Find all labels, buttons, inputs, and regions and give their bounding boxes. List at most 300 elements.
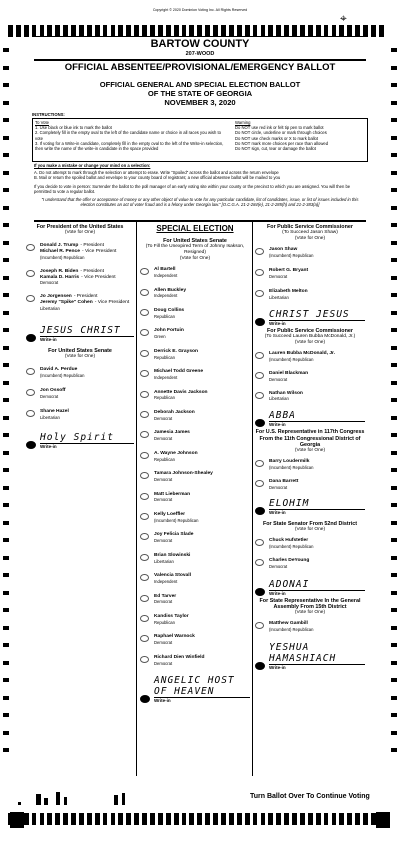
selection-oval[interactable]: [255, 372, 264, 379]
write-in-field[interactable]: [269, 309, 365, 326]
candidate-option[interactable]: [140, 328, 250, 339]
timing-mark: [3, 276, 9, 280]
vote-for-one: (Vote for One): [294, 448, 326, 454]
timing-mark: [391, 293, 397, 297]
timing-mark: [134, 813, 139, 825]
timing-mark: [3, 713, 9, 717]
candidate-name: A. Wayne Johnson: [154, 450, 198, 456]
timing-mark: [391, 48, 397, 52]
candidate-party: Independent: [154, 375, 178, 381]
candidate-details: [40, 388, 66, 399]
write-in-option[interactable]: [140, 675, 250, 703]
selection-oval[interactable]: [140, 452, 149, 459]
timing-mark: [3, 748, 9, 752]
candidate-option[interactable]: [140, 451, 250, 462]
selection-oval[interactable]: [140, 370, 149, 377]
timing-mark: [63, 813, 68, 825]
selection-oval[interactable]: [140, 472, 149, 479]
selection-oval[interactable]: [26, 441, 36, 449]
write-in-label: Write-in: [269, 509, 365, 515]
timing-mark: [3, 678, 9, 682]
candidate-details: [154, 308, 184, 319]
candidate-details: [154, 492, 190, 503]
timing-mark: [391, 661, 397, 665]
candidate-option[interactable]: [255, 247, 365, 258]
candidate-option[interactable]: [26, 409, 134, 420]
selection-oval[interactable]: [140, 574, 149, 581]
timing-mark: [391, 433, 397, 437]
selection-oval[interactable]: [255, 588, 265, 596]
selection-oval[interactable]: [255, 480, 264, 487]
election-title-2: OF THE STATE OF GEORGIA: [147, 89, 253, 98]
timing-mark: [3, 608, 9, 612]
candidate-option[interactable]: [140, 634, 250, 645]
selection-oval[interactable]: [140, 431, 149, 438]
selection-oval[interactable]: [255, 507, 265, 515]
candidate-details: [154, 553, 190, 564]
timing-mark: [126, 813, 131, 825]
timing-mark: [391, 398, 397, 402]
timing-mark: [391, 748, 397, 752]
candidate-option[interactable]: [26, 269, 134, 286]
candidate-details: [154, 369, 203, 380]
mistake-instruction-b: B. Mail or return the spoiled ballot and envelope to your county board of registrars; a new official absentee ballot will be mailed to you: [34, 175, 281, 181]
candidate-party: Independent: [154, 273, 178, 279]
candidate-party: (Incumbent) Republican: [154, 517, 199, 523]
candidate-name: Chuck Hufstetler: [269, 538, 309, 544]
selection-oval[interactable]: [140, 329, 149, 336]
selection-oval[interactable]: [255, 460, 264, 467]
vote-for-one: (Vote for One): [294, 339, 326, 345]
timing-mark: [391, 328, 397, 332]
timing-mark: [391, 538, 397, 542]
selection-oval[interactable]: [255, 419, 265, 427]
timing-mark: [3, 398, 9, 402]
candidate-option[interactable]: [140, 390, 250, 401]
candidate-party: Green: [154, 334, 166, 340]
selection-oval[interactable]: [255, 622, 264, 629]
warning-item: Do NOT use check marks or X to mark ballot: [235, 135, 319, 141]
legal-notice: "I understand that the offer or acceptance of money or any other object of value to vote for any particular candidate, list of candidates, issue, or list of issues included in this election constitutes an act of voter fraud and is a felony under Georgia law." [O.C.G.A. 21-2-284(e), 21-2-285(h) and 21-2-383(a)]: [41, 197, 359, 208]
timing-mark: [284, 813, 289, 825]
candidate-option[interactable]: [140, 532, 250, 543]
selection-oval[interactable]: [140, 513, 149, 520]
timing-mark: [391, 608, 397, 612]
candidate-option[interactable]: [140, 410, 250, 421]
candidate-party: Libertarian: [40, 414, 60, 420]
candidate-option[interactable]: [255, 479, 365, 490]
candidate-details: [154, 512, 198, 523]
candidate-name: Lauren Bubba McDonald, Jr.: [269, 350, 336, 356]
selection-oval[interactable]: [255, 392, 264, 399]
vote-for-one: (Vote for One): [294, 236, 326, 242]
handwritten-write-in: ELOHIM: [269, 497, 310, 509]
timing-mark: [391, 573, 397, 577]
turn-ballot-over-text: Turn Ballot Over To Continue Voting: [250, 793, 370, 800]
candidate-name: Daniel Blackman: [269, 370, 309, 376]
candidate-name: Annette Davis Jackson: [154, 389, 208, 395]
candidate-option[interactable]: [255, 459, 365, 470]
timing-mark: [391, 101, 397, 105]
timing-mark: [391, 83, 397, 87]
selection-oval[interactable]: [255, 559, 264, 566]
timing-mark: [3, 556, 9, 560]
county-name: BARTOW COUNTY: [150, 38, 250, 50]
selection-oval[interactable]: [140, 656, 149, 663]
timing-mark: [221, 813, 226, 825]
candidate-option[interactable]: [255, 558, 365, 569]
candidate-option[interactable]: [255, 289, 365, 300]
warning-item: Do NOT use red ink or felt tip pen to mark ballot: [235, 125, 324, 131]
vote-for-one: (Vote for One): [64, 354, 96, 360]
write-in-label: Write-in: [154, 697, 250, 703]
write-in-field[interactable]: [154, 675, 250, 703]
candidate-option[interactable]: [255, 621, 365, 632]
write-in-field[interactable]: [269, 579, 365, 596]
selection-oval[interactable]: [140, 411, 149, 418]
ticket-details: [40, 269, 116, 286]
timing-mark: [3, 223, 9, 227]
timing-mark: [391, 503, 397, 507]
timing-mark: [391, 363, 397, 367]
timing-mark: [391, 696, 397, 700]
candidate-details: [154, 655, 205, 666]
selection-oval[interactable]: [26, 410, 35, 417]
instructions-heading: INSTRUCTIONS:: [32, 112, 65, 117]
timing-mark: [371, 25, 376, 37]
write-in-field[interactable]: [269, 410, 365, 427]
candidate-option[interactable]: [140, 288, 250, 299]
mistake-instruction-a: A. Do not attempt to mark through the selection or attempt to erase. Write "Spoiled" across the ballot and across the return envelope: [34, 170, 279, 176]
timing-mark: [3, 538, 9, 542]
selection-oval[interactable]: [140, 554, 149, 561]
timing-mark: [332, 813, 337, 825]
race-subtitle: (To Succeed Jason Shaw): [282, 230, 338, 236]
candidate-name: Richard Dien Winfield: [154, 654, 205, 660]
timing-mark: [3, 66, 9, 70]
write-in-field[interactable]: [40, 325, 134, 342]
ticket-details: [40, 294, 129, 311]
copyright-notice: Copyright © 2020 Dominion Voting Inc. All Rights Reserved: [152, 8, 248, 12]
timing-mark: [391, 241, 397, 245]
bottom-timing-marks: [8, 813, 392, 825]
candidate-name: Brian Slowinski: [154, 552, 191, 558]
selection-oval[interactable]: [26, 295, 35, 302]
candidate-party: (Incumbent) Republican: [269, 465, 314, 471]
candidate-name: Nathan Wilson: [269, 390, 303, 396]
candidate-party: Democrat: [269, 563, 288, 569]
timing-mark: [3, 293, 9, 297]
timing-mark: [391, 206, 397, 210]
candidate-name: Tamara Johnson-Shealey: [154, 471, 213, 477]
write-in-option[interactable]: [26, 432, 134, 449]
timing-mark: [391, 66, 397, 70]
candidate-party: Democrat: [269, 376, 288, 382]
candidate-details: [154, 451, 198, 462]
timing-mark: [391, 486, 397, 490]
timing-mark: [3, 573, 9, 577]
timing-mark: [308, 813, 313, 825]
timing-mark: [379, 25, 384, 37]
selection-oval[interactable]: [255, 290, 264, 297]
selection-oval[interactable]: [26, 334, 36, 342]
race-title: For President of the United States: [36, 224, 124, 230]
candidate-details: [269, 289, 308, 300]
timing-mark: [391, 591, 397, 595]
candidate-details: [154, 390, 208, 401]
timing-mark: [3, 258, 9, 262]
candidate-details: [154, 430, 190, 441]
candidate-party: Democrat: [40, 280, 59, 286]
vote-for-one: (Vote for One): [294, 610, 326, 616]
timing-mark: [391, 346, 397, 350]
write-in-label: Write-in: [269, 590, 365, 596]
timing-mark: [245, 813, 250, 825]
candidate-details: [269, 268, 308, 279]
candidate-option[interactable]: [140, 492, 250, 503]
timing-mark: [150, 813, 155, 825]
selection-oval[interactable]: [140, 533, 149, 540]
timing-mark: [391, 556, 397, 560]
candidate-details: [269, 371, 308, 382]
timing-mark: [182, 813, 187, 825]
registration-mark-icon: ⌖: [340, 11, 347, 25]
handwritten-write-in: Holy Spirit: [40, 431, 114, 443]
candidate-name: Robert G. Bryant: [269, 268, 309, 274]
handwritten-write-in: CHRIST JESUS: [269, 308, 350, 320]
candidate-party: (Incumbent) Republican: [269, 253, 314, 259]
candidate-option[interactable]: [26, 367, 134, 378]
candidate-option[interactable]: [140, 267, 250, 278]
selection-oval[interactable]: [140, 595, 149, 602]
timing-mark: [3, 328, 9, 332]
timing-mark: [3, 381, 9, 385]
selection-oval[interactable]: [255, 248, 264, 255]
candidate-name: Matthew Gambill: [269, 621, 308, 627]
candidate-details: [269, 391, 303, 402]
selection-oval[interactable]: [140, 309, 149, 316]
selection-oval[interactable]: [255, 269, 264, 276]
candidate-party: (Incumbent) Republican: [40, 254, 85, 260]
candidate-option[interactable]: [140, 655, 250, 666]
candidate-details: [154, 410, 195, 421]
candidate-option[interactable]: [140, 369, 250, 380]
selection-oval[interactable]: [140, 615, 149, 622]
ticket-role: - President: [73, 294, 98, 300]
candidate-option[interactable]: [140, 512, 250, 523]
candidate-details: [269, 621, 313, 632]
timing-mark: [111, 813, 116, 825]
candidate-details: [154, 288, 186, 299]
timing-mark: [8, 25, 13, 37]
candidate-name: Kandiss Taylor: [154, 613, 189, 619]
candidate-name: Jason Shaw: [269, 247, 298, 253]
selection-oval[interactable]: [255, 352, 264, 359]
president-name: Joseph R. Biden: [40, 268, 79, 274]
vote-instruction: 3. If voting for a Write-in candidate, completely fill in the empty oval to the left of the Write-in selection, then write the name of the write-in candidate in the space provided: [35, 140, 224, 152]
timing-mark: [3, 363, 9, 367]
candidate-party: Democrat: [154, 660, 173, 666]
election-date: NOVEMBER 3, 2020: [164, 98, 236, 107]
candidate-party: Libertarian: [154, 558, 174, 564]
timing-mark: [40, 813, 45, 825]
timing-mark: [339, 813, 344, 825]
selection-oval[interactable]: [255, 662, 265, 670]
timing-mark: [3, 101, 9, 105]
write-in-field[interactable]: [269, 498, 365, 515]
column-commission-legislature: [255, 224, 365, 670]
candidate-option[interactable]: [255, 391, 365, 402]
candidate-party: (Incumbent) Republican: [269, 356, 314, 362]
selection-oval[interactable]: [26, 368, 35, 375]
timing-mark: [174, 813, 179, 825]
write-in-option[interactable]: [255, 309, 365, 326]
write-in-field[interactable]: [269, 642, 365, 670]
selection-oval[interactable]: [140, 695, 150, 703]
write-in-option[interactable]: [255, 642, 365, 670]
timing-mark: [391, 136, 397, 140]
timing-mark: [3, 83, 9, 87]
race-subtitle: (To Fill the Unexpired Term of Johnny Isakson, Resigned): [145, 244, 245, 256]
selection-oval[interactable]: [255, 539, 264, 546]
candidate-party: Democrat: [154, 415, 173, 421]
candidate-option[interactable]: [255, 268, 365, 279]
timing-mark: [3, 188, 9, 192]
candidate-name: Al Bartell: [154, 267, 176, 273]
timing-mark: [3, 468, 9, 472]
candidate-option[interactable]: [140, 349, 250, 360]
candidate-name: Kelly Loeffler: [154, 511, 185, 517]
write-in-label: Write-in: [269, 664, 365, 670]
candidate-name: Charles DeYoung: [269, 557, 310, 563]
write-in-option[interactable]: [255, 498, 365, 515]
timing-mark: [391, 276, 397, 280]
candidate-option[interactable]: [255, 351, 365, 362]
write-in-option[interactable]: [255, 579, 365, 596]
timing-mark: [391, 626, 397, 630]
candidate-option[interactable]: [140, 553, 250, 564]
timing-mark: [87, 813, 92, 825]
in-person-instruction: If you decide to vote in person: Surrender the ballot to the poll manager of an early voting site within your county or the precinct to which you are assigned. You will then be permitted to vote a regular ballot.: [34, 183, 351, 194]
vote-instruction: 2. Completely fill in the empty oval to the left of the candidate name or choice in all races you wish to vote: [35, 130, 221, 141]
candidate-option[interactable]: [140, 471, 250, 482]
timing-mark: [3, 206, 9, 210]
timing-mark: [24, 25, 29, 37]
candidate-details: [154, 573, 191, 584]
timing-mark: [3, 591, 9, 595]
special-election-label: SPECIAL ELECTION: [156, 224, 234, 233]
election-title-1: OFFICIAL GENERAL AND SPECIAL ELECTION BALLOT: [99, 80, 301, 89]
timing-mark: [3, 136, 9, 140]
candidate-option[interactable]: [140, 308, 250, 319]
selection-oval[interactable]: [140, 289, 149, 296]
selection-oval[interactable]: [140, 268, 149, 275]
timing-mark: [79, 813, 84, 825]
race-subtitle: (To Succeed Lauren Bubba McDonald, Jr.): [264, 333, 356, 339]
candidate-name: Raphael Warnock: [154, 634, 195, 640]
candidate-name: Ed Tarver: [154, 593, 177, 599]
timing-mark: [3, 486, 9, 490]
selection-oval[interactable]: [140, 350, 149, 357]
candidate-option[interactable]: [26, 243, 134, 260]
timing-mark: [189, 813, 194, 825]
selection-oval[interactable]: [26, 244, 35, 251]
vice-president-name: Jeremy "Spike" Cohen: [40, 300, 93, 306]
timing-mark: [95, 813, 100, 825]
candidate-name: Dana Barrett: [269, 479, 299, 485]
selection-oval[interactable]: [140, 493, 149, 500]
candidate-option[interactable]: [255, 371, 365, 382]
write-in-label: Write-in: [40, 336, 134, 342]
candidate-option[interactable]: [140, 614, 250, 625]
candidate-option[interactable]: [140, 573, 250, 584]
candidate-option[interactable]: [140, 594, 250, 605]
timing-mark: [391, 643, 397, 647]
warning-heading: Warning: [235, 120, 251, 125]
instructions-box: [32, 118, 368, 162]
vote-instruction: 1. Use black or blue ink to mark the ballot: [35, 125, 112, 131]
candidate-details: [269, 538, 313, 549]
candidate-option[interactable]: [255, 538, 365, 549]
race-title: For United States Senate: [48, 348, 112, 355]
candidate-party: (Incumbent) Republican: [40, 373, 85, 379]
write-in-option[interactable]: [26, 325, 134, 342]
candidate-party: Democrat: [154, 538, 173, 544]
ticket-role: - Vice President: [81, 274, 116, 280]
timing-mark: [391, 731, 397, 735]
candidate-details: [154, 349, 198, 360]
column-special-senate: [140, 238, 250, 703]
selection-oval[interactable]: [140, 391, 149, 398]
instructions-section: [32, 112, 368, 117]
candidate-details: [269, 459, 313, 470]
candidate-details: [269, 351, 335, 362]
candidate-name: David A. Perdue: [40, 367, 78, 373]
timing-mark: [3, 241, 9, 245]
timing-mark: [3, 521, 9, 525]
candidate-option[interactable]: [140, 430, 250, 441]
selection-oval[interactable]: [255, 318, 265, 326]
candidate-option[interactable]: [26, 388, 134, 399]
timing-mark: [316, 813, 321, 825]
selection-oval[interactable]: [140, 635, 149, 642]
selection-oval[interactable]: [26, 389, 35, 396]
candidate-party: Democrat: [154, 640, 173, 646]
right-timing-marks: [391, 48, 397, 752]
timing-mark: [197, 813, 202, 825]
candidate-option[interactable]: [26, 294, 134, 311]
timing-mark: [213, 813, 218, 825]
timing-mark: [3, 626, 9, 630]
to-vote-heading: To Vote: [35, 120, 49, 125]
timing-mark: [355, 813, 360, 825]
candidate-party: (Incumbent) Republican: [269, 627, 314, 633]
write-in-option[interactable]: [255, 410, 365, 427]
timing-mark: [3, 118, 9, 122]
warning-item: Do NOT circle, underline or mark through choices: [235, 130, 327, 136]
candidate-party: Libertarian: [269, 294, 289, 300]
timing-mark: [391, 118, 397, 122]
write-in-field[interactable]: [40, 432, 134, 449]
timing-mark: [16, 25, 21, 37]
timing-mark: [3, 643, 9, 647]
timing-mark: [391, 311, 397, 315]
race-title: For U.S. Representative in 117th Congress From the 11th Congressional District of Georgia: [255, 429, 365, 448]
timing-mark: [3, 311, 9, 315]
mistake-heading: If you make a mistake or change your mind on a selection:: [34, 163, 151, 168]
selection-oval[interactable]: [26, 270, 35, 277]
timing-mark: [391, 468, 397, 472]
